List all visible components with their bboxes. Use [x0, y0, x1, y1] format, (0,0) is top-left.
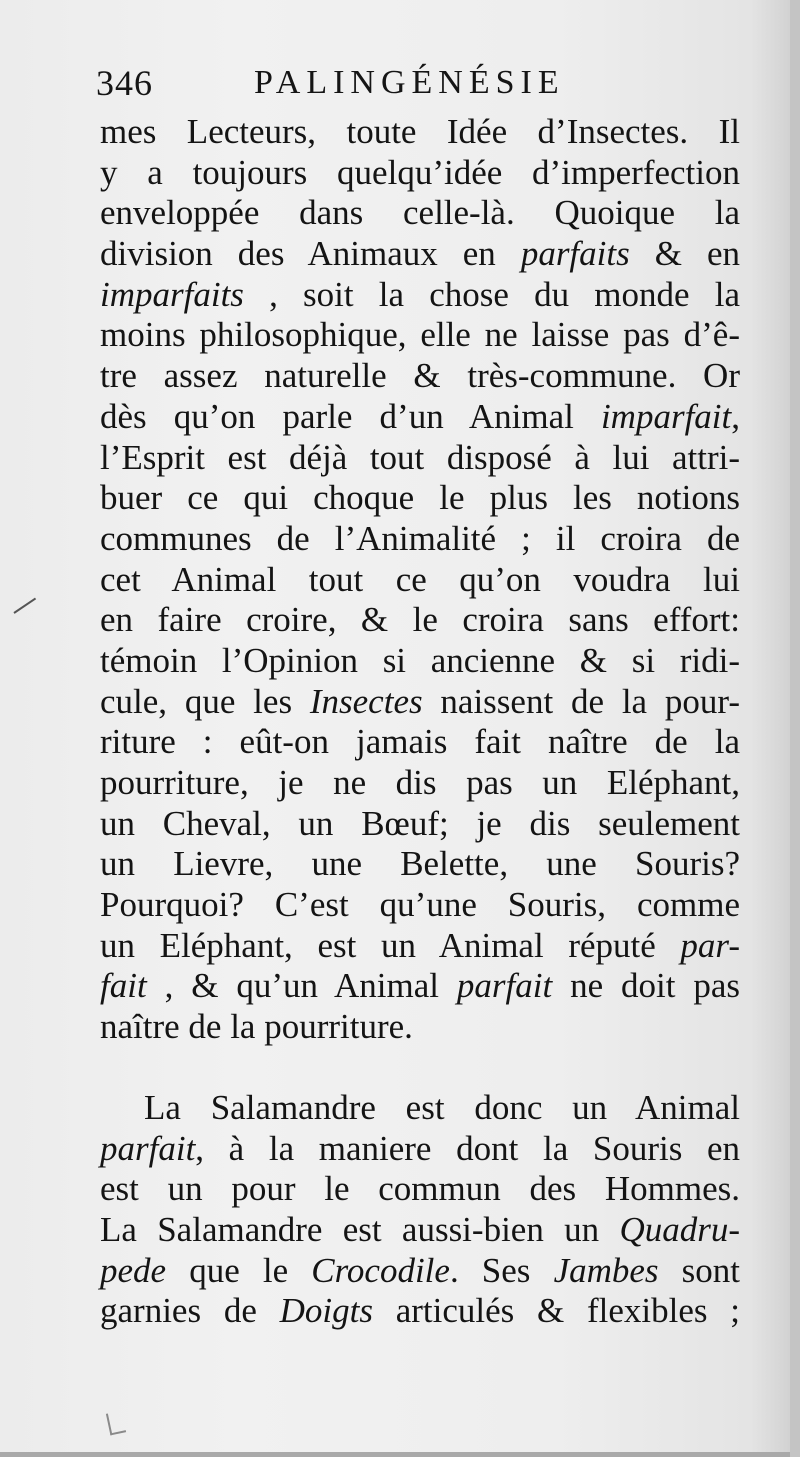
- text-line: [100, 844, 740, 885]
- text-segment: naissent de la pour-: [422, 681, 740, 721]
- text-segment: & en: [629, 234, 740, 274]
- text-segment: communes de l’Animalité ; il croira de: [100, 518, 740, 558]
- text-line: [100, 397, 740, 438]
- running-head: [96, 62, 736, 112]
- text-segment: riture : eût-on jamais fait naître de la: [100, 722, 740, 762]
- text-segment: un Lievre, une Belette, une Souris?: [100, 844, 740, 884]
- text-line: [100, 966, 740, 1007]
- text-segment: cule, que les: [100, 681, 310, 721]
- italic-text: imparfait: [600, 396, 732, 436]
- text-line: [100, 1088, 740, 1129]
- paragraph-gap: [100, 1048, 740, 1088]
- text-line: [100, 1251, 740, 1292]
- text-line: [100, 1169, 740, 1210]
- page-edge: [790, 0, 800, 1457]
- text-segment: , soit la chose du monde la: [243, 274, 740, 314]
- text-segment: naître de la pourriture.: [100, 1007, 413, 1047]
- text-line: [100, 885, 740, 926]
- text-segment: , à la maniere dont la Souris en: [195, 1128, 740, 1168]
- text-line: [100, 926, 740, 967]
- text-segment: garnies de: [100, 1291, 280, 1331]
- italic-text: parfait: [100, 1128, 196, 1168]
- italic-text: Jambes: [553, 1250, 659, 1290]
- text-segment: . Ses: [449, 1250, 554, 1290]
- text-segment: articulés & flexibles ;: [372, 1291, 740, 1331]
- text-segment: enveloppée dans celle-là. Quoique la: [100, 193, 740, 233]
- text-line: [100, 1210, 740, 1251]
- text-segment: , & qu’un Animal: [146, 966, 457, 1006]
- text-line: [100, 478, 740, 519]
- italic-text: pede: [100, 1250, 167, 1290]
- text-line: [100, 519, 740, 560]
- text-line: [100, 763, 740, 804]
- italic-text: par-: [680, 925, 740, 965]
- italic-text: parfait: [456, 966, 553, 1006]
- text-line: [100, 275, 740, 316]
- text-segment: La Salamandre est aussi-bien un: [100, 1209, 620, 1249]
- text-segment: est un pour le commun des Hommes.: [100, 1169, 740, 1209]
- text-segment: témoin l’Opinion si ancienne & si ridi-: [100, 640, 740, 680]
- text-segment: sont: [658, 1250, 740, 1290]
- text-segment: cet Animal tout ce qu’on voudra lui: [100, 559, 740, 599]
- text-line: [100, 600, 740, 641]
- text-segment: Pourquoi? C’est qu’une Souris, comme: [100, 885, 740, 925]
- text-line: [100, 315, 740, 356]
- text-segment: mes Lecteurs, toute Idée d’Insectes. Il: [100, 112, 740, 151]
- text-segment: tre assez naturelle & très-commune. Or: [100, 356, 740, 396]
- text-line: [100, 193, 740, 234]
- paragraph-2: [100, 1088, 740, 1332]
- text-line: [100, 153, 740, 194]
- text-line: [100, 722, 740, 763]
- text-segment: division des Animaux en: [100, 234, 521, 274]
- text-segment: pourriture, je ne dis pas un Eléphant,: [100, 763, 740, 802]
- text-line: [100, 682, 740, 723]
- text-segment: dès qu’on parle d’un Animal: [100, 396, 601, 436]
- text-line: [100, 112, 740, 153]
- text-segment: moins philosophique, elle ne laisse pas d’ê-: [100, 315, 740, 355]
- italic-text: Crocodile: [311, 1250, 450, 1290]
- paragraph-1: [100, 112, 740, 1048]
- running-title: PALINGÉNÉSIE: [254, 64, 565, 101]
- text-segment: en faire croire, & le croira sans effort:: [100, 600, 740, 640]
- text-segment: y a toujours quelqu’idée d’imperfection: [100, 152, 740, 192]
- italic-text: fait: [100, 966, 147, 1006]
- italic-text: Quadru-: [619, 1209, 740, 1249]
- text-line: [100, 804, 740, 845]
- text-segment: que le: [166, 1250, 312, 1290]
- text-segment: ne doit pas: [552, 966, 741, 1006]
- italic-text: Doigts: [279, 1291, 373, 1331]
- page-number: 346: [96, 63, 153, 103]
- text-segment: un Cheval, un Bœuf; je dis seulement: [100, 803, 740, 843]
- text-segment: ,: [731, 396, 740, 436]
- text-line: [100, 1291, 740, 1332]
- italic-text: imparfaits: [100, 274, 244, 314]
- text-line: [100, 234, 740, 275]
- text-segment: buer ce qui choque le plus les notions: [100, 478, 740, 518]
- text-line: [100, 438, 740, 479]
- text-line: [100, 560, 740, 601]
- italic-text: Insectes: [309, 681, 423, 721]
- text-line: [100, 641, 740, 682]
- text-segment: l’Esprit est déjà tout disposé à lui attri-: [100, 437, 740, 477]
- text-segment: un Eléphant, est un Animal réputé: [100, 925, 681, 965]
- main-text: [100, 112, 740, 1332]
- text-line: [100, 1129, 740, 1170]
- text-line: [100, 1007, 740, 1048]
- text-segment: La Salamandre est donc un Animal: [144, 1087, 740, 1127]
- text-line: [100, 356, 740, 397]
- italic-text: parfaits: [520, 234, 630, 274]
